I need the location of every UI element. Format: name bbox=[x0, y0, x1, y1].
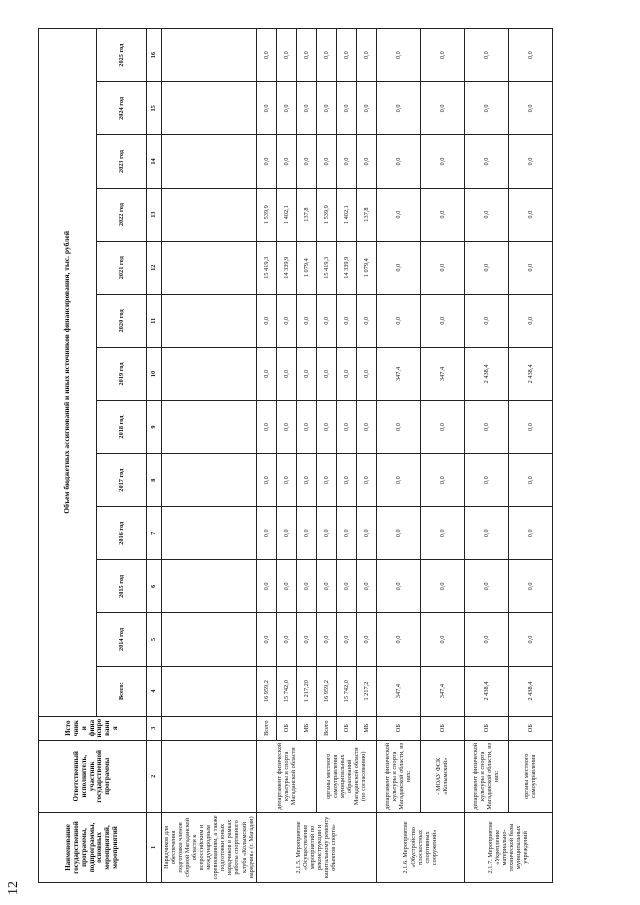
year-value-cell: 0,0 bbox=[296, 401, 316, 454]
year-value-cell: 0,0 bbox=[336, 560, 356, 613]
year-value-cell: 0,0 bbox=[316, 613, 336, 666]
source-cell: ОБ bbox=[376, 716, 420, 740]
column-index: 9 bbox=[147, 401, 162, 454]
year-value-cell: 1 402,1 bbox=[336, 188, 356, 241]
year-value-cell: 0,0 bbox=[256, 135, 276, 188]
executor-cell: департамент физической культуры и спорта Магаданской области, из них: bbox=[376, 740, 420, 812]
year-value-cell: 0,0 bbox=[508, 454, 552, 507]
header-name: Наименование государственной программы, подпрограммы, основных мероприятий, мероприятий bbox=[39, 812, 147, 882]
column-index: 11 bbox=[147, 294, 162, 347]
header-year: 2024 год bbox=[97, 82, 147, 135]
year-value-cell: 0,0 bbox=[376, 401, 420, 454]
year-value-cell: 0,0 bbox=[420, 29, 464, 82]
header-year: 2016 год bbox=[97, 507, 147, 560]
year-value-cell: 0,0 bbox=[336, 507, 356, 560]
year-value-cell: 0,0 bbox=[464, 401, 508, 454]
year-value-cell: 0,0 bbox=[356, 454, 376, 507]
column-index: 16 bbox=[147, 29, 162, 82]
year-value-cell: 2 438,4 bbox=[464, 347, 508, 400]
year-value-cell: 0,0 bbox=[276, 29, 296, 82]
year-value-cell: 14 339,9 bbox=[336, 241, 356, 294]
year-value-cell: 0,0 bbox=[296, 82, 316, 135]
year-value-cell: 0,0 bbox=[464, 454, 508, 507]
source-cell: ОБ bbox=[336, 716, 356, 740]
year-value-cell: 0,0 bbox=[296, 294, 316, 347]
total-cell: 2 438,4 bbox=[508, 666, 552, 716]
year-value-cell: 0,0 bbox=[276, 560, 296, 613]
year-value-cell: 0,0 bbox=[256, 29, 276, 82]
year-value-cell: 0,0 bbox=[296, 613, 316, 666]
source-cell: МБ bbox=[296, 716, 316, 740]
year-value-cell: 0,0 bbox=[420, 507, 464, 560]
total-cell: 2 438,4 bbox=[464, 666, 508, 716]
year-value-cell: 0,0 bbox=[316, 560, 336, 613]
table-row bbox=[464, 29, 508, 883]
year-value-cell: 0,0 bbox=[336, 454, 356, 507]
year-value-cell: 0,0 bbox=[376, 241, 420, 294]
continuation-name: Нарядчиков для обеспечения подготовки членов сборной Магаданской области к всероссийским и международным соревнованиям, а также подготовки юных нарядчиков в рамках работы спортивного клуба «Колымский нарядчик» (г. Магадан) bbox=[162, 812, 257, 882]
table-row bbox=[508, 29, 552, 883]
source-cell: ОБ bbox=[464, 716, 508, 740]
year-value-cell: 0,0 bbox=[296, 560, 316, 613]
year-value-cell: 0,0 bbox=[336, 613, 356, 666]
total-cell: 15 742,0 bbox=[336, 666, 356, 716]
source-cell: ОБ bbox=[420, 716, 464, 740]
source-cell: Всего bbox=[316, 716, 336, 740]
year-value-cell: 1 079,4 bbox=[356, 241, 376, 294]
year-value-cell: 15 419,3 bbox=[316, 241, 336, 294]
year-value-cell: 0,0 bbox=[356, 560, 376, 613]
year-value-cell: 0,0 bbox=[356, 29, 376, 82]
header-year: 2020 год bbox=[97, 294, 147, 347]
total-cell: 16 959,2 bbox=[316, 666, 336, 716]
year-value-cell: 0,0 bbox=[316, 135, 336, 188]
year-value-cell: 0,0 bbox=[508, 82, 552, 135]
year-value-cell: 0,0 bbox=[356, 82, 376, 135]
year-value-cell: 0,0 bbox=[376, 507, 420, 560]
header-year: 2019 год bbox=[97, 347, 147, 400]
year-value-cell: 0,0 bbox=[356, 401, 376, 454]
total-cell: 1 217,20 bbox=[296, 666, 316, 716]
year-value-cell: 0,0 bbox=[276, 401, 296, 454]
year-value-cell: 0,0 bbox=[420, 294, 464, 347]
executor-cell: департамент физической культуры и спорта Магаданской области, из них: bbox=[464, 740, 508, 812]
header-source: Источники финансирования bbox=[39, 716, 147, 740]
year-value-cell: 0,0 bbox=[336, 347, 356, 400]
year-value-cell: 0,0 bbox=[376, 560, 420, 613]
year-value-cell: 0,0 bbox=[376, 29, 420, 82]
year-value-cell: 0,0 bbox=[356, 507, 376, 560]
year-value-cell: 137,8 bbox=[356, 188, 376, 241]
year-value-cell: 0,0 bbox=[376, 454, 420, 507]
year-value-cell: 0,0 bbox=[508, 135, 552, 188]
year-value-cell: 0,0 bbox=[376, 613, 420, 666]
total-cell: 347,4 bbox=[420, 666, 464, 716]
year-value-cell: 0,0 bbox=[336, 401, 356, 454]
column-index: 15 bbox=[147, 82, 162, 135]
header-year: 2017 год bbox=[97, 454, 147, 507]
executor-cell: департамент физической культуры и спорта Магаданской области bbox=[256, 740, 316, 812]
year-value-cell: 14 339,9 bbox=[276, 241, 296, 294]
year-value-cell: 1 079,4 bbox=[296, 241, 316, 294]
total-cell: 347,4 bbox=[376, 666, 420, 716]
year-value-cell: 1 539,9 bbox=[256, 188, 276, 241]
header-funding-group: Объем бюджетных ассигнований и иных источников финансирования, тыс. рублей bbox=[39, 29, 97, 717]
year-value-cell: 0,0 bbox=[336, 29, 356, 82]
year-value-cell: 0,0 bbox=[256, 294, 276, 347]
executor-cell: органы местного самоуправления bbox=[508, 740, 552, 812]
year-value-cell: 0,0 bbox=[336, 135, 356, 188]
year-value-cell: 0,0 bbox=[464, 294, 508, 347]
column-index: 4 bbox=[147, 666, 162, 716]
year-value-cell: 0,0 bbox=[256, 401, 276, 454]
year-value-cell: 0,0 bbox=[376, 135, 420, 188]
header-year: 2015 год bbox=[97, 560, 147, 613]
table-row bbox=[420, 29, 464, 883]
header-year: 2025 год bbox=[97, 29, 147, 82]
year-value-cell: 0,0 bbox=[256, 613, 276, 666]
year-value-cell: 0,0 bbox=[276, 135, 296, 188]
year-value-cell: 0,0 bbox=[276, 507, 296, 560]
year-value-cell: 0,0 bbox=[276, 347, 296, 400]
measure-name: 2.1.6. Мероприятие «Обустройство плоскостных спортивных сооружений» bbox=[376, 812, 464, 882]
table-row bbox=[316, 29, 336, 883]
year-value-cell: 0,0 bbox=[316, 454, 336, 507]
measure-name: 2.1.7. Мероприятие «Укрепление материально-технической базы муниципальных учреждений bbox=[464, 812, 552, 882]
source-cell: Всего bbox=[256, 716, 276, 740]
year-value-cell: 0,0 bbox=[508, 401, 552, 454]
column-index: 5 bbox=[147, 613, 162, 666]
header-year: 2021 год bbox=[97, 241, 147, 294]
year-value-cell: 0,0 bbox=[464, 82, 508, 135]
table-row bbox=[376, 29, 420, 883]
year-value-cell: 0,0 bbox=[256, 347, 276, 400]
column-index: 3 bbox=[147, 716, 162, 740]
year-value-cell: 0,0 bbox=[420, 454, 464, 507]
year-value-cell: 0,0 bbox=[376, 82, 420, 135]
year-value-cell: 0,0 bbox=[296, 29, 316, 82]
year-value-cell: 0,0 bbox=[464, 241, 508, 294]
source-cell: ОБ bbox=[508, 716, 552, 740]
year-value-cell: 0,0 bbox=[420, 135, 464, 188]
total-cell: 15 742,0 bbox=[276, 666, 296, 716]
header-year: 2014 год bbox=[97, 613, 147, 666]
year-value-cell: 0,0 bbox=[296, 454, 316, 507]
source-cell: ОБ bbox=[276, 716, 296, 740]
year-value-cell: 1 539,9 bbox=[316, 188, 336, 241]
year-value-cell: 0,0 bbox=[296, 347, 316, 400]
column-index: 14 bbox=[147, 135, 162, 188]
year-value-cell: 0,0 bbox=[464, 507, 508, 560]
column-index: 8 bbox=[147, 454, 162, 507]
year-value-cell: 0,0 bbox=[508, 560, 552, 613]
year-value-cell: 0,0 bbox=[356, 294, 376, 347]
year-value-cell: 0,0 bbox=[256, 82, 276, 135]
year-value-cell: 0,0 bbox=[508, 507, 552, 560]
column-index: 2 bbox=[147, 740, 162, 812]
source-cell: МБ bbox=[356, 716, 376, 740]
year-value-cell: 0,0 bbox=[508, 613, 552, 666]
year-value-cell: 0,0 bbox=[420, 241, 464, 294]
year-value-cell: 0,0 bbox=[316, 347, 336, 400]
year-value-cell: 0,0 bbox=[256, 560, 276, 613]
year-value-cell: 0,0 bbox=[464, 560, 508, 613]
year-value-cell: 0,0 bbox=[316, 294, 336, 347]
year-value-cell: 0,0 bbox=[508, 188, 552, 241]
table-row bbox=[256, 29, 276, 883]
year-value-cell: 0,0 bbox=[256, 507, 276, 560]
year-value-cell: 0,0 bbox=[316, 507, 336, 560]
year-value-cell: 0,0 bbox=[420, 613, 464, 666]
year-value-cell: 0,0 bbox=[420, 82, 464, 135]
continuation-row bbox=[162, 29, 257, 883]
year-value-cell: 0,0 bbox=[276, 294, 296, 347]
budget-table bbox=[38, 28, 553, 883]
year-value-cell: 0,0 bbox=[276, 82, 296, 135]
header-year: 2018 год bbox=[97, 401, 147, 454]
year-value-cell: 0,0 bbox=[464, 188, 508, 241]
year-value-cell: 0,0 bbox=[276, 613, 296, 666]
column-index: 7 bbox=[147, 507, 162, 560]
year-value-cell: 0,0 bbox=[316, 29, 336, 82]
year-value-cell: 0,0 bbox=[296, 507, 316, 560]
year-value-cell: 0,0 bbox=[508, 241, 552, 294]
year-value-cell: 15 419,3 bbox=[256, 241, 276, 294]
year-value-cell: 0,0 bbox=[356, 135, 376, 188]
header-year: 2023 год bbox=[97, 135, 147, 188]
page-number: 12 bbox=[6, 881, 21, 895]
year-value-cell: 347,4 bbox=[376, 347, 420, 400]
header-total: Всего: bbox=[97, 666, 147, 716]
year-value-cell: 0,0 bbox=[464, 135, 508, 188]
column-index: 1 bbox=[147, 812, 162, 882]
year-value-cell: 0,0 bbox=[356, 613, 376, 666]
executor-cell: органы местного самоуправления муниципальных образований Магаданской области (по согласованию) bbox=[316, 740, 376, 812]
year-value-cell: 0,0 bbox=[376, 294, 420, 347]
year-value-cell: 0,0 bbox=[336, 294, 356, 347]
executor-cell: - МОАУ ФСК «Колымский» bbox=[420, 740, 464, 812]
year-value-cell: 0,0 bbox=[420, 560, 464, 613]
year-value-cell: 0,0 bbox=[508, 294, 552, 347]
measure-name: 2.1.5. Мероприятие «Осуществление мероприятий по реконструкции и капитальному ремонту объектов спорта» bbox=[256, 812, 376, 882]
year-value-cell: 2 438,4 bbox=[508, 347, 552, 400]
year-value-cell: 347,4 bbox=[420, 347, 464, 400]
year-value-cell: 1 402,1 bbox=[276, 188, 296, 241]
column-index: 10 bbox=[147, 347, 162, 400]
header-executor: Ответственный исполнитель, участник государственной программы bbox=[39, 740, 147, 812]
year-value-cell: 0,0 bbox=[464, 613, 508, 666]
total-cell: 16 959,2 bbox=[256, 666, 276, 716]
year-value-cell: 0,0 bbox=[464, 29, 508, 82]
column-index-row bbox=[147, 29, 162, 883]
year-value-cell: 0,0 bbox=[256, 454, 276, 507]
year-value-cell: 137,8 bbox=[296, 188, 316, 241]
year-value-cell: 0,0 bbox=[296, 135, 316, 188]
year-value-cell: 0,0 bbox=[420, 401, 464, 454]
year-value-cell: 0,0 bbox=[316, 401, 336, 454]
year-value-cell: 0,0 bbox=[336, 82, 356, 135]
year-value-cell: 0,0 bbox=[508, 29, 552, 82]
year-value-cell: 0,0 bbox=[276, 454, 296, 507]
column-index: 13 bbox=[147, 188, 162, 241]
year-value-cell: 0,0 bbox=[420, 188, 464, 241]
total-cell: 1 217,2 bbox=[356, 666, 376, 716]
year-value-cell: 0,0 bbox=[356, 347, 376, 400]
column-index: 6 bbox=[147, 560, 162, 613]
year-value-cell: 0,0 bbox=[376, 188, 420, 241]
header-year: 2022 год bbox=[97, 188, 147, 241]
year-value-cell: 0,0 bbox=[316, 82, 336, 135]
column-index: 12 bbox=[147, 241, 162, 294]
